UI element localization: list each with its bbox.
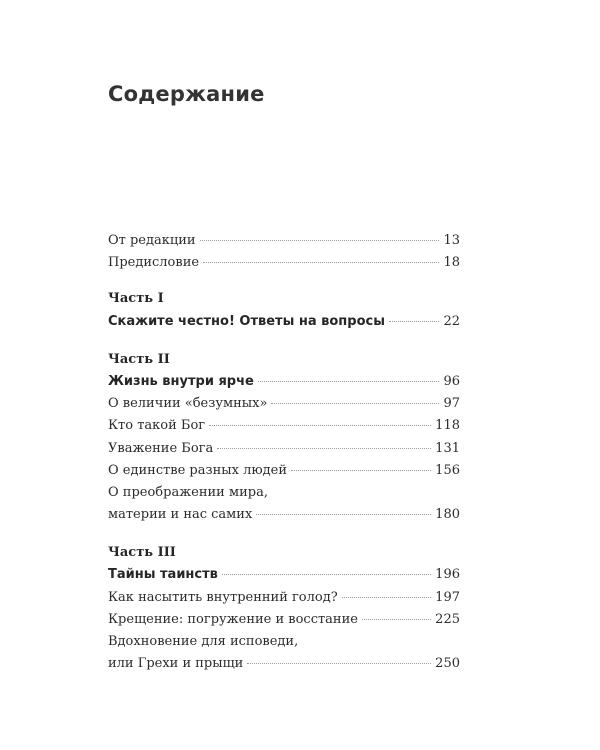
toc-entry-vdokhnovenie-line1[interactable] [108,631,460,653]
dot-leader [291,470,431,471]
dot-leader [271,403,439,404]
part-label: Часть II [108,351,170,367]
toc-page-number: 96 [443,373,460,389]
toc-entry-title: или Грехи и прыщи [108,656,244,672]
part-label: Часть III [108,545,176,561]
toc-entry-title: Уважение Бога [108,440,214,456]
dot-leader [200,240,440,241]
toc-entry-vdokhnovenie-line2[interactable] [108,653,460,675]
toc-entry-o-velichii[interactable] [108,393,460,415]
toc-entry-title: От редакции [108,233,196,248]
toc-page-number: 196 [435,567,460,583]
toc-entry-predislovie[interactable] [108,252,460,274]
dot-leader [258,381,440,382]
toc-entry-title: Как насытить внутренний голод? [108,589,338,605]
toc-entry-title: О единстве разных людей [108,462,288,478]
page-title: Содержание [108,82,265,106]
toc-entry-kto-takoy-bog[interactable] [108,415,460,437]
toc-entry-title: Жизнь внутри ярче [108,373,254,389]
toc-entry-title: Тайны таинств [108,567,218,583]
toc-entry-o-preobrazhenii-line1[interactable] [108,482,460,504]
toc-entry-uvazhenie-boga[interactable] [108,438,460,460]
toc-entry-o-edinstve[interactable] [108,460,460,482]
toc-entry-kreshchenie[interactable] [108,609,460,631]
dot-leader [209,425,431,426]
part-label: Часть I [108,291,164,307]
toc-page-number: 13 [443,233,460,248]
toc-entry-o-preobrazhenii-line2[interactable] [108,504,460,526]
toc-entry-title: Скажите честно! Ответы на вопросы [108,313,385,329]
toc-entry-title: Вдохновение для исповеди, [108,634,299,649]
dot-leader [222,574,431,575]
table-of-contents [108,230,460,675]
dot-leader [342,597,431,598]
dot-leader [256,514,431,515]
toc-entry-title: О величии «безумных» [108,396,268,412]
toc-page-number: 22 [443,313,460,329]
dot-leader [389,321,439,322]
toc-entry-title: О преображении мира, [108,484,268,500]
toc-page-number: 197 [435,589,460,605]
part-heading-2 [108,349,460,371]
toc-entry-ot-redaktsii[interactable] [108,230,460,252]
toc-entry-tayny-tainstv[interactable] [108,564,460,586]
toc-entry-title: материи и нас самих [108,507,253,523]
toc-page-number: 250 [435,656,460,672]
toc-entry-title: Крещение: погружение и восстание [108,611,358,627]
toc-entry-title: Кто такой Бог [108,418,206,434]
part-heading-3 [108,542,460,564]
toc-entry-zhizn-vnutri[interactable] [108,371,460,393]
dot-leader [362,619,431,620]
toc-page-number: 180 [435,507,460,523]
toc-page-number: 225 [435,611,460,627]
dot-leader [247,663,431,664]
toc-page-number: 97 [443,396,460,412]
dot-leader [217,448,431,449]
part-heading-1 [108,288,460,310]
toc-entry-kak-nasytit[interactable] [108,587,460,609]
dot-leader [203,262,439,263]
toc-page-number: 131 [435,440,460,456]
toc-entry-title: Предисловие [108,255,200,271]
toc-entry-skazhite-chestno[interactable] [108,311,460,333]
toc-page-number: 118 [435,418,460,434]
toc-page-number: 156 [435,462,460,478]
toc-page-number: 18 [443,255,460,271]
